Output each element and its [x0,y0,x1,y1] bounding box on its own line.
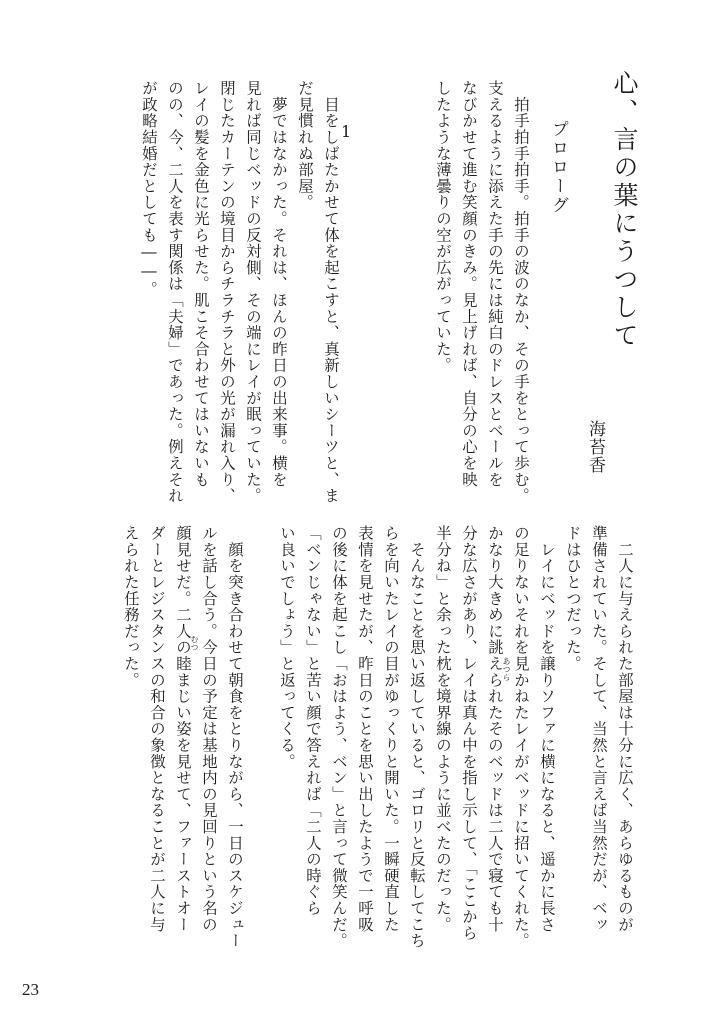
body-line: い良いでしょう」と返ってくる。 [278,525,296,770]
body-line: ドはひとつだった。 [564,525,582,672]
prologue-line: したような薄曇りの空が広がっていた。 [434,80,452,374]
chapter-line: が政略結婚だとしても――。 [140,80,158,298]
body-line: 二人に与えられた部屋は十分に広く、あらゆるものが [616,525,634,933]
body-line: の足りないそれを見かねたレイがベッドに招いてくれた。 [512,525,530,949]
body-line: レイにベッドを譲りソファに横になると、遥かに長さ [538,525,556,933]
ruby-annotation: むつ [190,635,199,651]
chapter-line: レイの髪を金色に光らせた。肌こそ合わせてはいないも [192,80,210,488]
body-line: 「ベンじゃない」と苦い顔で答えれば「二人の時ぐら [304,525,322,917]
body-line: 分な広さがあり、レイは真ん中を指し示して、「ここから [460,525,478,942]
chapter-line: 閉じたカーテンの境目からチラチラと外の光が漏れ入り、 [218,80,236,504]
story-title: 心、言の葉にうつして [610,70,639,350]
body-line: かなり大きめに誂えられたそのベッドは二人で寝ても十 [486,525,504,933]
prologue-line: 拍手拍手拍手。拍手の波のなか、その手をとって歩む。 [512,80,530,504]
body-line: 表情を見せたが、昨日のことを思い出したようで一呼吸 [356,525,374,933]
author-name: 海苔香 [585,420,605,474]
ruby-annotation: あつら [502,657,511,681]
prologue-line: なびかせて進む笑顔のきみ。見上げれば、自分の心を映 [460,80,478,488]
body-line: らを向いたレイの目がゆっくりと開いた。一瞬硬直した [382,525,400,933]
body-line: 半分ね」と余った枕を境界線のように並べたのだった。 [434,525,452,933]
chapter-line: 見れば同じベッドの反対側、その端にレイが眠っていた。 [244,80,262,504]
chapter-line: だ見慣れぬ部屋。 [296,80,314,211]
chapter-line: 夢ではなかった。それは、ほんの昨日の出来事。横を [270,80,288,488]
page-number: 23 [22,980,39,999]
body-line: の後に体を起こし「おはよう、ベン」と言って微笑んだ。 [330,525,348,949]
body-line: えられた任務だった。 [122,525,140,688]
chapter-line: 目をしばたかせて体を起こすと、真新しいシーツと、ま [322,80,340,504]
chapter-number: 1 [341,122,352,141]
chapter-line: のの、今、二人を表す関係は「夫婦」であった。例えそれ [166,80,184,504]
body-line: そんなことを思い返していると、ゴロリと反転してこち [408,525,426,949]
body-line: ルを話し合う。今日の予定は基地内の見回りという名の [200,525,218,933]
body-line: ダーとレジスタンスの和合の象徴となることが二人に与 [148,525,166,933]
prologue-line: 支えるように添えた手の先には純白のドレスとベールを [486,80,504,488]
body-line: 準備されていた。そして、当然と言えば当然だが、ベッ [590,525,608,933]
prologue-heading: プロローグ [548,120,568,215]
body-line: 顔見せだ。二人の睦まじい姿を見せて、ファーストオー [174,525,192,933]
body-line: 顔を突き合わせて朝食をとりながら、一日のスケジュー [226,525,244,949]
